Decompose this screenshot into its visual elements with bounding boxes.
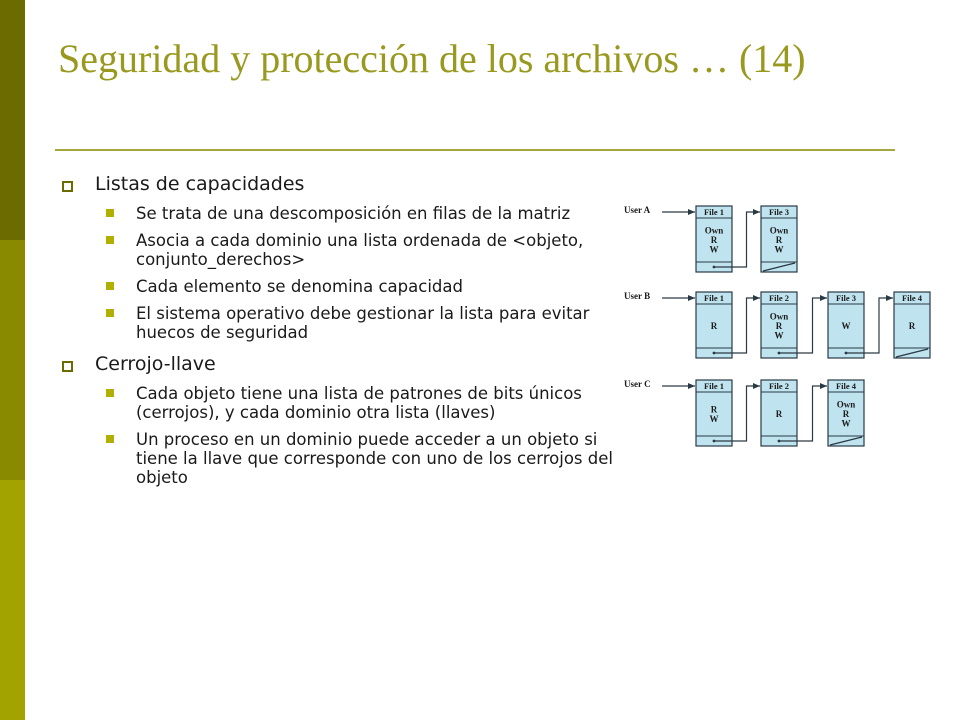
bullet-level2 (62, 231, 622, 269)
node-right-label: Own (836, 399, 856, 410)
section-heading: Listas de capacidades (95, 173, 305, 195)
square-bullet-icon (106, 236, 114, 244)
section-heading: Cerrojo-llave (95, 353, 216, 375)
sidebar-segment (0, 480, 25, 720)
node-file-label: File 1 (703, 381, 725, 391)
square-bullet-icon (106, 209, 114, 217)
slide-title: Seguridad y protección de los archivos … (14) (58, 36, 806, 81)
node-right-label: Own (769, 225, 789, 236)
square-bullet-icon (106, 435, 114, 443)
node-right-label: Own (769, 311, 789, 322)
node-file-label: File 3 (768, 207, 790, 217)
node-file-label: File 4 (835, 381, 857, 391)
bullet-level1 (62, 172, 622, 196)
sidebar-accent (0, 0, 25, 720)
node-right-label: R (775, 409, 783, 419)
bullet-text: Se trata de una descomposición en filas de la matriz (136, 204, 571, 223)
user-label: User C (624, 379, 651, 389)
capability-list-diagram (620, 198, 940, 458)
node-right-label: R (710, 404, 718, 415)
node-right-label: W (709, 413, 719, 424)
node-right-label: Own (704, 225, 724, 236)
bullet-text: Un proceso en un dominio puede acceder a un objeto si tiene la llave que corresponde con uno de los cerrojos del objeto (136, 430, 613, 487)
sidebar-segment (0, 0, 25, 240)
square-bullet-icon (106, 282, 114, 290)
node-right-label: W (841, 418, 851, 429)
node-right-label: R (710, 321, 718, 331)
node-file-label: File 2 (768, 293, 790, 303)
bullet-level2 (62, 384, 622, 422)
node-right-label: W (774, 330, 784, 341)
node-right-label: W (709, 244, 719, 255)
user-label: User A (624, 205, 651, 215)
bullet-level2 (62, 204, 622, 223)
title-divider (55, 149, 895, 151)
node-right-label: R (908, 321, 916, 331)
node-right-label: W (774, 244, 784, 255)
square-bullet-icon (106, 309, 114, 317)
slide-body (62, 172, 622, 497)
node-file-label: File 3 (835, 293, 857, 303)
square-bullet-icon (106, 389, 114, 397)
bullet-level1 (62, 352, 622, 376)
bullet-level2 (62, 430, 622, 487)
node-right-label: R (710, 235, 718, 245)
bullet-text: El sistema operativo debe gestionar la lista para evitar huecos de seguridad (136, 304, 590, 342)
sidebar-segment (0, 240, 25, 480)
bullet-level2 (62, 304, 622, 342)
node-right-label: W (841, 321, 851, 331)
square-outline-bullet-icon (62, 181, 73, 192)
square-outline-bullet-icon (62, 361, 73, 372)
node-file-label: File 4 (901, 293, 923, 303)
node-file-label: File 1 (703, 207, 725, 217)
node-right-label: R (775, 235, 783, 245)
user-label: User B (624, 291, 651, 301)
bullet-text: Cada elemento se denomina capacidad (136, 277, 463, 296)
node-file-label: File 1 (703, 293, 725, 303)
bullet-text: Cada objeto tiene una lista de patrones de bits únicos (cerrojos), y cada dominio otra lista (llaves) (136, 384, 582, 422)
bullet-level2 (62, 277, 622, 296)
node-right-label: R (775, 321, 783, 331)
section-cerrojo-llave (62, 352, 622, 487)
bullet-text: Asocia a cada dominio una lista ordenada de <objeto, conjunto_derechos> (136, 231, 584, 269)
section-capacidades (62, 172, 622, 342)
node-file-label: File 2 (768, 381, 790, 391)
node-right-label: R (842, 409, 850, 419)
